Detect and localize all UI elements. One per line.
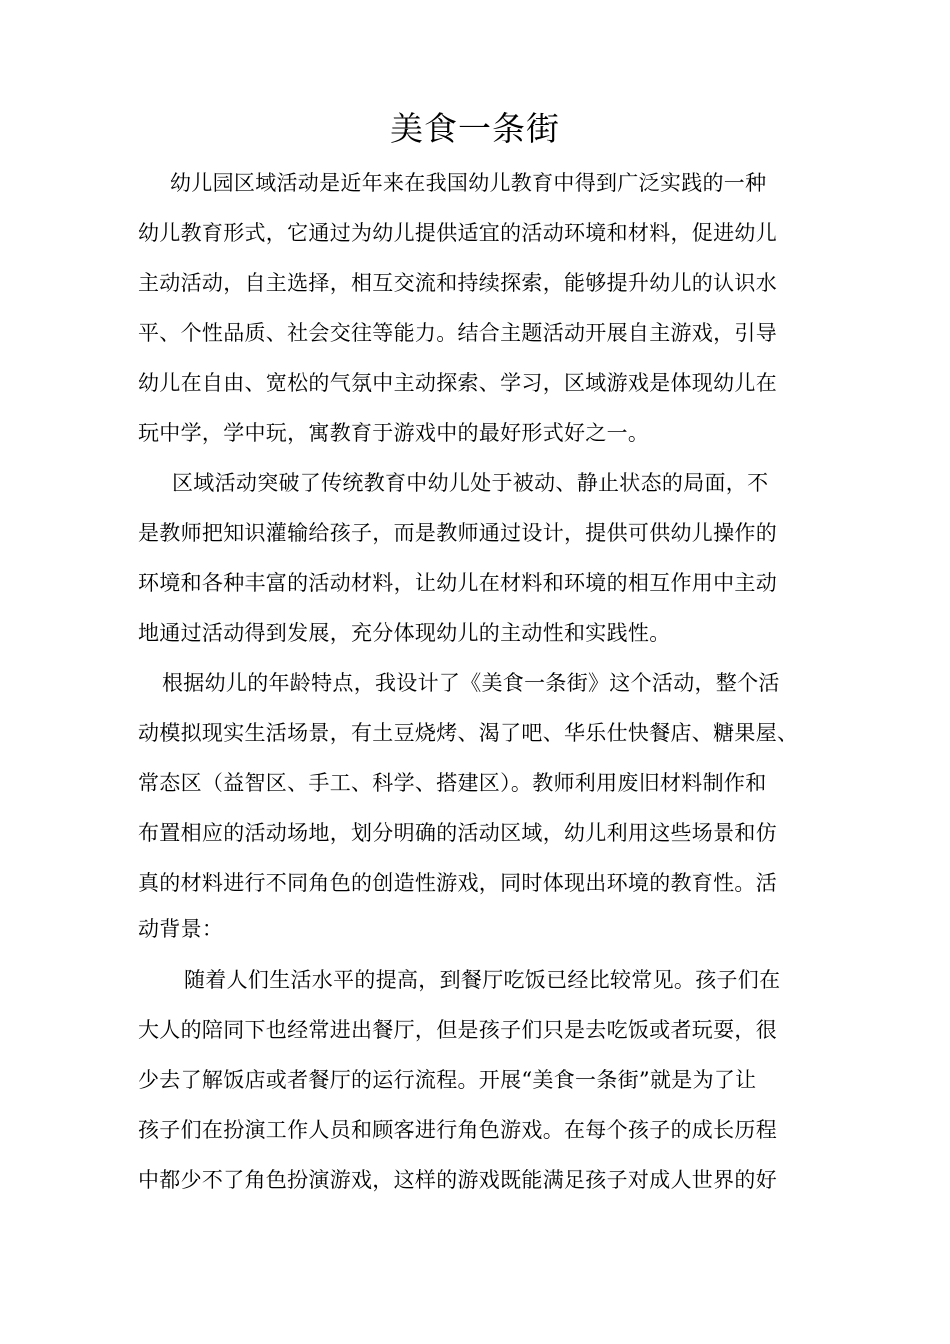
body-line: 地通过活动得到发展，充分体现幼儿的主动性和实践性。 <box>138 621 671 645</box>
body-line: 环境和各种丰富的活动材料，让幼儿在材料和环境的相互作用中主动 <box>138 571 777 595</box>
body-line: 动背景： <box>138 917 224 941</box>
document-title: 美食一条街 <box>390 109 560 148</box>
body-line: 孩子们在扮演工作人员和顾客进行角色游戏。在每个孩子的成长历程 <box>138 1118 777 1142</box>
body-line: 随着人们生活水平的提高，到餐厅吃饭已经比较常见。孩子们在 <box>184 968 781 992</box>
body-line: 平、个性品质、社会交往等能力。结合主题活动开展自主游戏，引导 <box>138 321 777 345</box>
body-line: 中都少不了角色扮演游戏，这样的游戏既能满足孩子对成人世界的好 <box>138 1168 777 1192</box>
body-line: 主动活动，自主选择，相互交流和持续探索，能够提升幼儿的认识水 <box>138 271 777 295</box>
body-line: 幼儿在自由、宽松的气氛中主动探索、学习，区域游戏是体现幼儿在 <box>138 371 777 395</box>
body-line: 真的材料进行不同角色的创造性游戏，同时体现出环境的教育性。活 <box>138 871 777 895</box>
body-line: 布置相应的活动场地，划分明确的活动区域，幼儿利用这些场景和仿 <box>138 821 777 845</box>
body-line: 大人的陪同下也经常进出餐厅，但是孩子们只是去吃饭或者玩耍，很 <box>138 1018 777 1042</box>
body-line: 幼儿园区域活动是近年来在我国幼儿教育中得到广泛实践的一种 <box>170 171 767 195</box>
body-line: 动模拟现实生活场景，有土豆烧烤、渴了吧、华乐仕快餐店、糖果屋、 <box>138 721 799 745</box>
body-line: 常态区（益智区、手工、科学、搭建区）。教师利用废旧材料制作和 <box>138 771 767 795</box>
body-line: 是教师把知识灌输给孩子，而是教师通过设计，提供可供幼儿操作的 <box>138 521 777 545</box>
body-line: 玩中学，学中玩，寓教育于游戏中的最好形式好之一。 <box>138 421 650 445</box>
body-line: 幼儿教育形式，它通过为幼儿提供适宜的活动环境和材料，促进幼儿 <box>138 221 777 245</box>
body-line: 区域活动突破了传统教育中幼儿处于被动、静止状态的局面，不 <box>172 471 769 495</box>
body-line: 少去了解饭店或者餐厅的运行流程。开展“美食一条街”就是为了让 <box>138 1068 757 1092</box>
body-line: 根据幼儿的年龄特点，我设计了《美食一条街》这个活动，整个活 <box>162 671 780 695</box>
